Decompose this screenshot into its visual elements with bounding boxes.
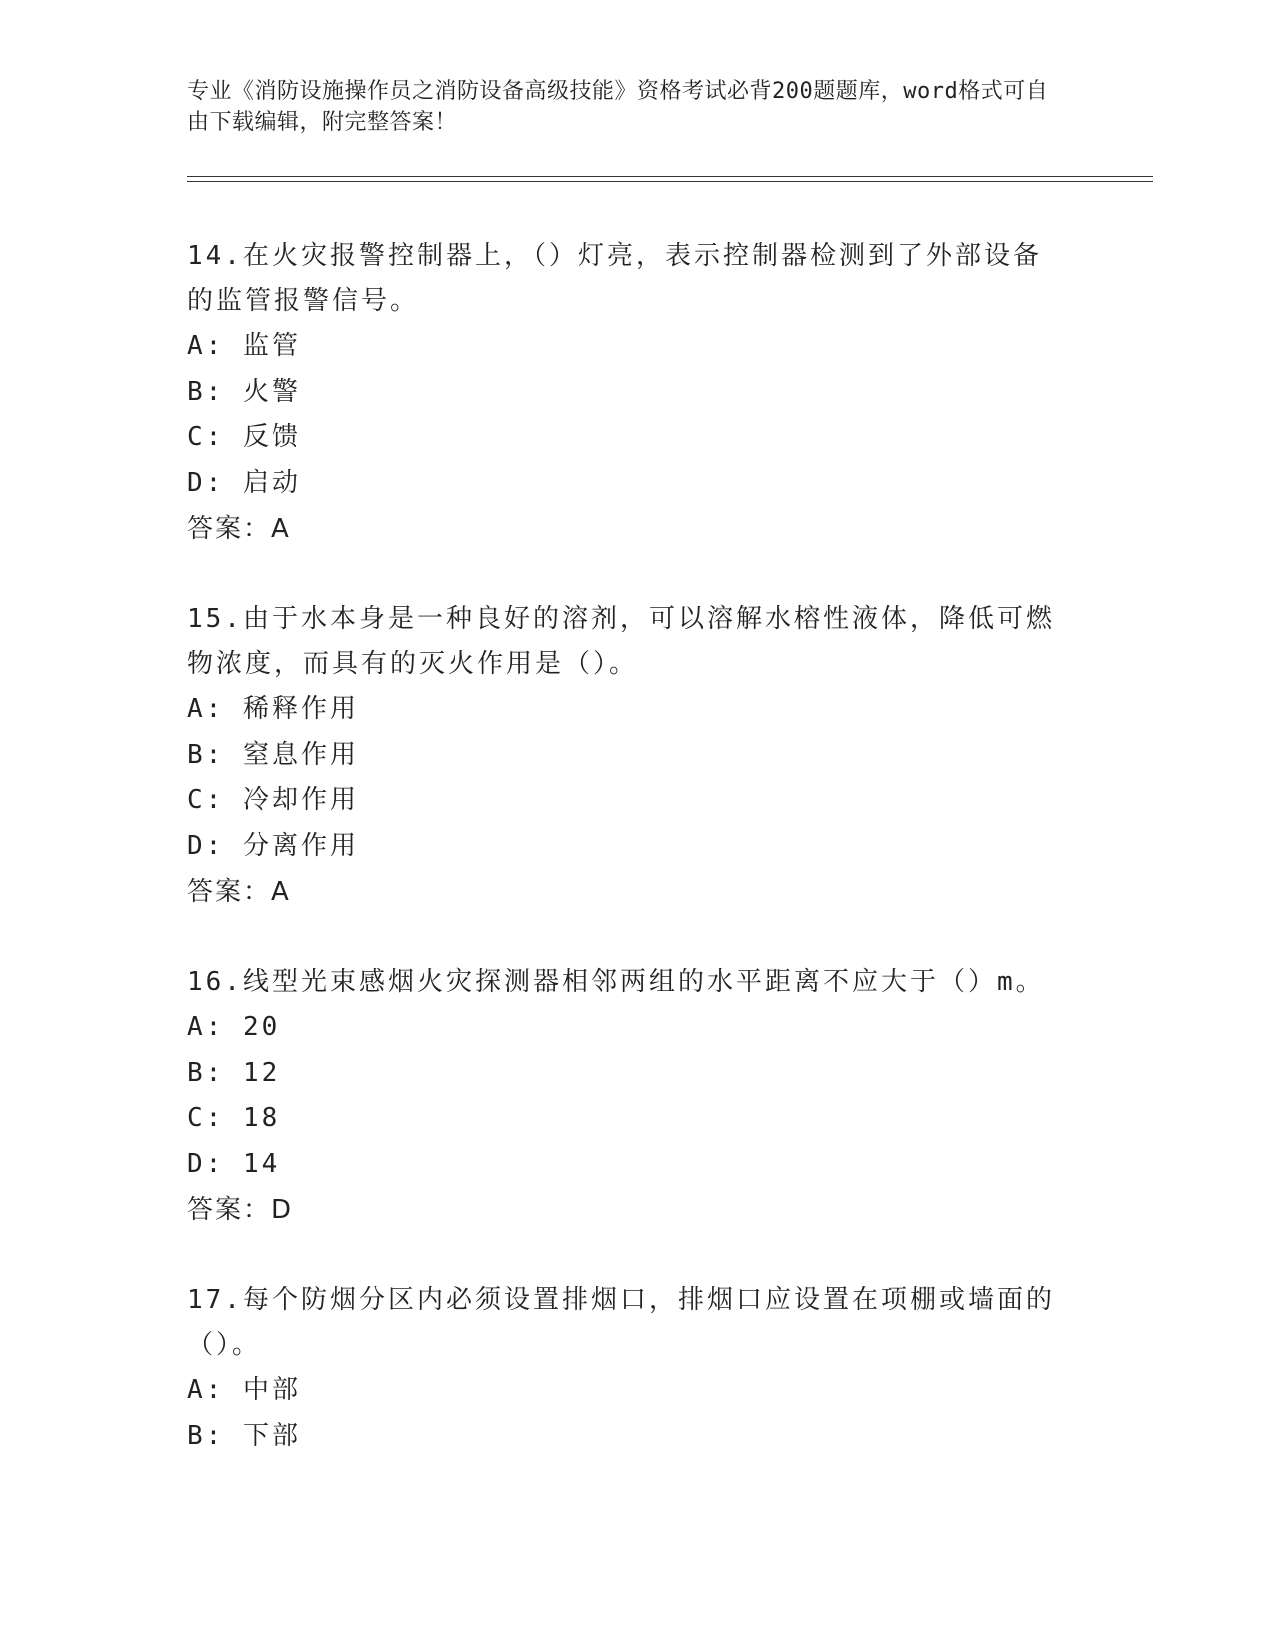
question-stem: 17.每个防烟分区内必须设置排烟口，排烟口应设置在项棚或墙面的（）。 [187, 1285, 1055, 1360]
option-d: D: 14 [187, 1148, 281, 1179]
option-c: C: 18 [187, 1103, 281, 1133]
option-c: C: 反馈 [187, 422, 301, 452]
option-c: C: 冷却作用 [187, 785, 359, 815]
question-16 [187, 960, 1087, 1233]
document-intro: 专业《消防设施操作员之消防设备高级技能》资格考试必背200题题库，word格式可自由下载编辑，附完整答案！ [187, 79, 1049, 135]
answer: 答案：D [187, 1195, 294, 1225]
option-b: B: 下部 [187, 1420, 301, 1451]
question-15 [187, 597, 1087, 915]
question-stem: 15.由于水本身是一种良好的溶剂，可以溶解水榕性液体，降低可燃物浓度，而具有的灭火作用是（）。 [187, 604, 1055, 679]
option-a: A: 20 [187, 1012, 281, 1042]
question-17 [187, 1278, 1087, 1459]
answer: 答案：A [187, 877, 291, 907]
question-stem: 14.在火灾报警控制器上，（）灯亮，表示控制器检测到了外部设备的监管报警信号。 [187, 241, 1042, 316]
option-b: B: 窒息作用 [187, 739, 359, 770]
question-stem: 16.线型光束感烟火灾探测器相邻两组的水平距离不应大于（）m。 [187, 967, 1045, 997]
header-divider-bottom [187, 181, 1153, 182]
option-d: D: 分离作用 [187, 830, 359, 861]
option-a: A: 中部 [187, 1375, 301, 1405]
option-a: A: 稀释作用 [187, 694, 359, 724]
question-14 [187, 234, 1087, 552]
option-b: B: 12 [187, 1057, 281, 1088]
option-d: D: 启动 [187, 467, 301, 498]
header-divider-top [187, 176, 1153, 177]
option-b: B: 火警 [187, 376, 301, 407]
answer: 答案：A [187, 514, 291, 544]
option-a: A: 监管 [187, 331, 301, 361]
